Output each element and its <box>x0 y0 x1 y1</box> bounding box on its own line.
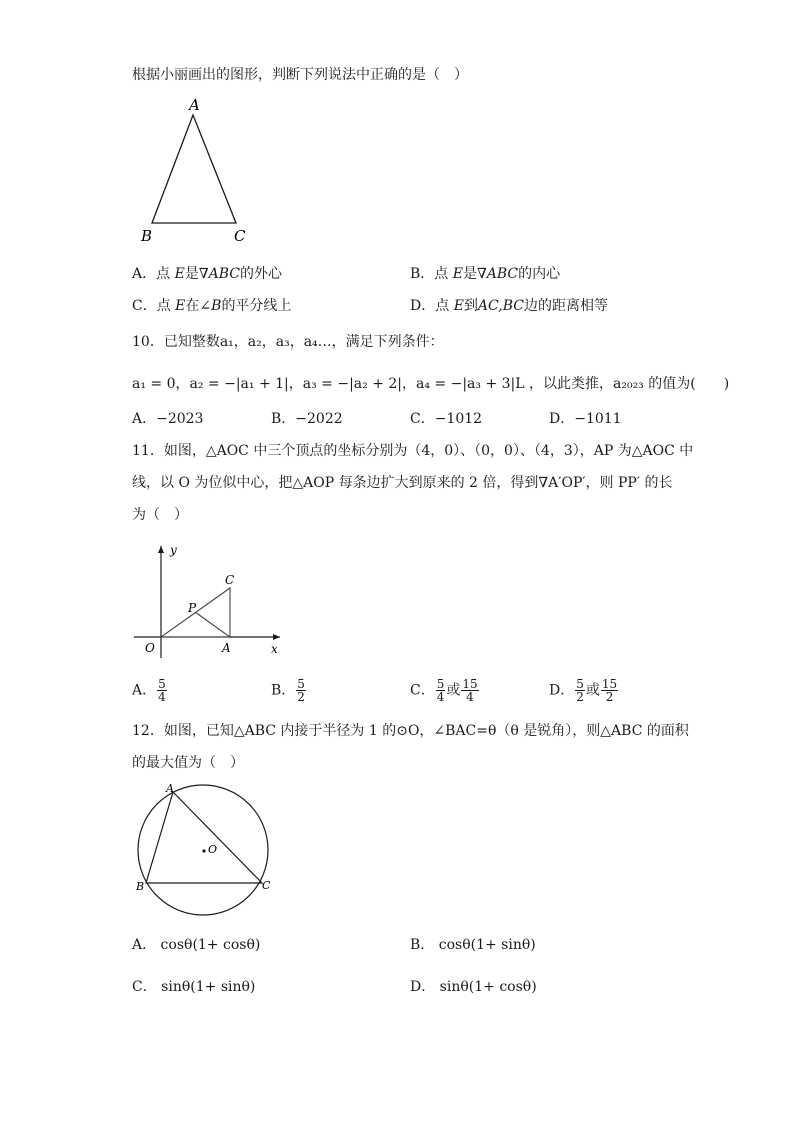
q12-option-a[interactable]: A． cosθ(1+ cosθ) <box>132 937 261 953</box>
y-axis-arrow-icon <box>158 546 164 553</box>
center-point <box>202 849 205 852</box>
fraction: $\frac{5}{2}$ <box>297 677 305 704</box>
fraction: $\frac{15}{4}$ <box>462 677 478 704</box>
label-b: B <box>136 880 145 893</box>
q10-option-b[interactable]: B．−2022 <box>271 411 343 427</box>
q11-option-d[interactable]: D． $\frac{5}{2}$ 或 $\frac{15}{2}$ <box>549 677 618 704</box>
q12-stem-line1: 12．如图，已知△ABC 内接于半径为 1 的⊙O，∠BAC=θ（θ 是锐角），则△ABC 的面积 <box>132 723 689 739</box>
triangle-abc <box>152 115 236 223</box>
q9-option-d[interactable]: D．点 E到AC,BC边的距离相等 <box>410 298 608 314</box>
label-c: C <box>262 879 271 892</box>
median-ap <box>195 612 230 637</box>
label-x: x <box>271 642 278 656</box>
label-a: A <box>189 96 200 114</box>
q11-option-c[interactable]: C． $\frac{5}{4}$ 或 $\frac{15}{4}$ <box>410 677 478 704</box>
q12-option-d[interactable]: D． sinθ(1+ cosθ) <box>410 979 537 995</box>
q12-option-c[interactable]: C． sinθ(1+ sinθ) <box>132 979 256 995</box>
q12-circle-figure <box>130 780 280 920</box>
q11-coordinate-figure <box>130 538 290 660</box>
q11-stem-line1: 11．如图，△AOC 中三个顶点的坐标分别为（4，0）、（0，0）、（4，3），AP 为△AOC 中 <box>132 443 694 459</box>
fraction: $\frac{5}{4}$ <box>158 677 166 704</box>
q11-option-a[interactable]: A． $\frac{5}{4}$ <box>132 677 166 704</box>
label-o: O <box>145 641 155 655</box>
label-y: y <box>170 543 177 557</box>
x-axis-arrow-icon <box>273 634 280 640</box>
fraction: $\frac{15}{2}$ <box>601 677 618 704</box>
triangle-abc <box>146 792 262 883</box>
q11-stem-line3: 为（ ） <box>132 507 188 523</box>
q10-option-c[interactable]: C．−1012 <box>410 411 483 427</box>
label-c: C <box>234 227 246 245</box>
label-a: A <box>222 641 231 655</box>
label-o: O <box>208 843 218 856</box>
label-c: C <box>225 573 235 587</box>
q9-option-c[interactable]: C．点 E在∠B的平分线上 <box>132 298 292 314</box>
q12-option-b[interactable]: B． cosθ(1+ sinθ) <box>410 937 536 953</box>
q9-option-a[interactable]: A．点 E是∇ABC的外心 <box>132 266 282 282</box>
q11-option-b[interactable]: B． $\frac{5}{2}$ <box>271 677 305 704</box>
q9-stem: 根据小丽画出的图形，判断下列说法中正确的是（ ） <box>132 67 468 83</box>
fraction: $\frac{5}{2}$ <box>576 677 584 704</box>
label-a: A <box>166 782 174 795</box>
q10-option-d[interactable]: D．−1011 <box>549 411 622 427</box>
q10-stem: 10．已知整数a₁，a₂，a₃，a₄…，满足下列条件： <box>132 334 444 350</box>
fraction: $\frac{5}{4}$ <box>436 677 445 704</box>
q12-stem-line2: 的最大值为（ ） <box>132 755 244 771</box>
label-b: B <box>141 227 153 245</box>
label-p: P <box>188 601 197 615</box>
q9-option-b[interactable]: B．点 E是∇ABC的内心 <box>410 266 561 282</box>
q9-triangle-figure <box>135 95 255 247</box>
q10-option-a[interactable]: A．−2023 <box>132 411 204 427</box>
q10-condition: a₁ = 0，a₂ = −|a₁ + 1|，a₃ = −|a₂ + 2|，a₄ = −|a₃ + 3|L ，以此类推，a₂₀₂₃ 的值为( ) <box>132 376 730 392</box>
q11-stem-line2: 线，以 O 为位似中心，把△AOP 每条边扩大到原来的 2 倍，得到∇A′OP′，则 PP′ 的长 <box>132 475 673 491</box>
